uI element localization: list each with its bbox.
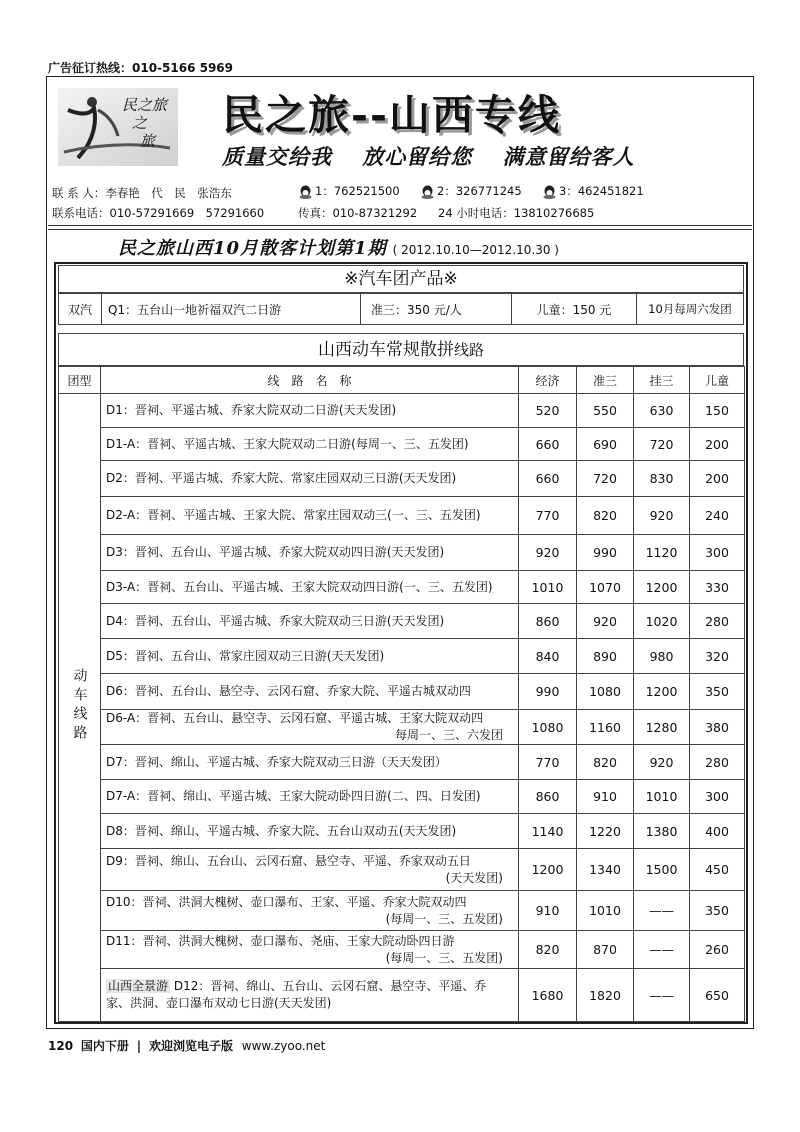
route-line-1: D11：晋祠、洪洞大槐树、壶口瀑布、尧庙、王家大院动卧四日游 <box>106 933 455 948</box>
route-name <box>101 497 519 535</box>
price-star3: 720 <box>634 428 690 461</box>
price-star3: 920 <box>634 745 690 780</box>
table-row <box>59 461 745 497</box>
table-row <box>59 497 745 535</box>
price-star3: —— <box>634 969 690 1022</box>
price-standard: 1220 <box>577 814 634 849</box>
page-footer <box>48 1037 325 1054</box>
route-line-1: D10：晋祠、洪洞大槐树、壶口瀑布、王家、平遥、乔家大院双动四 <box>106 894 467 909</box>
price-child: 150 <box>690 394 745 428</box>
table-row <box>59 294 744 325</box>
price-standard: 690 <box>577 428 634 461</box>
route-line-1: D8：晋祠、绵山、平遥古城、乔家大院、五台山双动五(天天发团) <box>106 823 457 838</box>
price-child: 400 <box>690 814 745 849</box>
price-child: 280 <box>690 604 745 639</box>
price-economy: 990 <box>519 674 577 710</box>
price-star3: 1200 <box>634 674 690 710</box>
price-star3: 980 <box>634 639 690 674</box>
route-line-1: D7-A：晋祠、绵山、平遥古城、王家大院动卧四日游(二、四、日发团) <box>106 789 481 803</box>
route-line-1: D6-A：晋祠、五台山、悬空寺、云冈石窟、平遥古城、王家大院双动四 <box>106 711 484 725</box>
qq-3 <box>542 183 644 199</box>
group-type-cell <box>59 394 101 1022</box>
table-row <box>59 849 745 891</box>
qq-penguin-icon <box>298 185 313 199</box>
table-row <box>59 428 745 461</box>
route-name <box>101 535 519 571</box>
route-name <box>101 780 519 814</box>
price-child: 650 <box>690 969 745 1022</box>
price-economy: 1680 <box>519 969 577 1022</box>
table-row <box>59 535 745 571</box>
svg-text:旅: 旅 <box>140 132 156 150</box>
company-logo <box>58 88 178 166</box>
route-line-1: D4：晋祠、五台山、平遥古城、乔家大院双动三日游(天天发团) <box>106 613 445 628</box>
route-name <box>101 571 519 604</box>
bus-type: 双汽 <box>59 294 102 325</box>
price-standard: 890 <box>577 639 634 674</box>
route-line-1: D12：晋祠、绵山、五台山、云冈石窟、悬空寺、平遥、乔 <box>170 979 487 993</box>
price-economy: 860 <box>519 780 577 814</box>
logo-figure-icon <box>58 88 178 166</box>
table-row <box>59 891 745 931</box>
bus-price-standard: 准三：350 元/人 <box>361 294 512 325</box>
bus-route: Q1：五台山一地祈福双汽二日游 <box>102 294 361 325</box>
price-economy: 1080 <box>519 710 577 745</box>
contact-phone: 联系电话：010-57291669 57291660 <box>52 206 265 220</box>
table-row <box>59 710 745 745</box>
table-row <box>59 814 745 849</box>
price-standard: 1080 <box>577 674 634 710</box>
price-star3: 1500 <box>634 849 690 891</box>
bus-price-child: 儿童：150 元 <box>512 294 637 325</box>
route-name <box>101 674 519 710</box>
plan-title <box>118 234 559 260</box>
price-star3: —— <box>634 891 690 931</box>
ad-hotline: 广告征订热线：010-5166 5969 <box>48 61 234 75</box>
price-child: 300 <box>690 780 745 814</box>
bus-product-table <box>58 293 744 325</box>
price-star3: 1280 <box>634 710 690 745</box>
route-line-1: D9：晋祠、绵山、五台山、云冈石窟、悬空寺、平遥、乔家双动五日 <box>106 853 471 868</box>
route-name <box>101 891 519 931</box>
footer-divider: | <box>136 1039 142 1053</box>
qq-penguin-icon <box>420 185 435 199</box>
price-star3: 830 <box>634 461 690 497</box>
price-child: 300 <box>690 535 745 571</box>
route-line-1: D3-A：晋祠、五台山、平遥古城、王家大院双动四日游(一、三、五发团) <box>106 579 493 594</box>
price-star3: 1120 <box>634 535 690 571</box>
price-star3: 920 <box>634 497 690 535</box>
price-economy: 860 <box>519 604 577 639</box>
price-economy: 920 <box>519 535 577 571</box>
col-header-star3: 挂三 <box>634 367 690 394</box>
price-standard: 920 <box>577 604 634 639</box>
table-row <box>59 394 745 428</box>
price-child: 200 <box>690 428 745 461</box>
col-header-economy: 经济 <box>519 367 577 394</box>
plan-title-text: 民之旅山西10月散客计划第1期 <box>118 238 387 259</box>
price-standard: 870 <box>577 931 634 969</box>
footer-note: 欢迎浏览电子版 <box>148 1039 233 1053</box>
footer-url[interactable]: www.zyoo.net <box>241 1039 326 1053</box>
route-line-2: 每周一、三、六发团 <box>394 728 503 742</box>
page-number: 120 <box>48 1039 74 1053</box>
contact-fax: 传真：010-87321292 <box>298 206 418 220</box>
price-standard: 550 <box>577 394 634 428</box>
price-child: 350 <box>690 891 745 931</box>
slogan-2: 放心留给您 <box>362 144 473 169</box>
route-line-1: D6：晋祠、五台山、悬空寺、云冈石窟、乔家大院、平遥古城双动四 <box>106 684 471 698</box>
route-name <box>101 394 519 428</box>
route-name <box>101 849 519 891</box>
price-child: 330 <box>690 571 745 604</box>
price-star3: 1200 <box>634 571 690 604</box>
price-standard: 990 <box>577 535 634 571</box>
route-name <box>101 461 519 497</box>
route-line-1: D5：晋祠、五台山、常家庄园双动三日游(天天发团) <box>106 648 385 663</box>
route-name <box>101 814 519 849</box>
col-header-child: 儿童 <box>690 367 745 394</box>
slogan-row <box>222 141 657 171</box>
contact-24h: 24 小时电话：13810276685 <box>438 206 595 220</box>
price-economy: 910 <box>519 891 577 931</box>
table-row <box>59 674 745 710</box>
price-child: 200 <box>690 461 745 497</box>
price-child: 450 <box>690 849 745 891</box>
route-line-1: D1：晋祠、平遥古城、乔家大院双动二日游(天天发团) <box>106 403 397 417</box>
price-child: 240 <box>690 497 745 535</box>
logo-text: 民之旅 <box>122 96 168 114</box>
price-child: 380 <box>690 710 745 745</box>
price-child: 350 <box>690 674 745 710</box>
qq-2 <box>420 183 522 199</box>
brand-title: 民之旅--山西专线 <box>222 91 562 139</box>
price-economy: 520 <box>519 394 577 428</box>
route-name <box>101 428 519 461</box>
price-economy: 1200 <box>519 849 577 891</box>
price-economy: 820 <box>519 931 577 969</box>
qq-2-number: 2：326771245 <box>437 184 522 198</box>
route-line-2: (每周一、三、五发团) <box>385 911 503 926</box>
route-line-1: D2-A：晋祠、平遥古城、王家大院、常家庄园双动三(一、三、五发团) <box>106 508 481 522</box>
table-row <box>59 639 745 674</box>
table-row <box>59 969 745 1022</box>
price-economy: 840 <box>519 639 577 674</box>
slogan-3: 满意留给客人 <box>502 144 635 169</box>
bus-section-heading: ※汽车团产品※ <box>58 265 744 293</box>
plan-date: ( 2012.10.10—2012.10.30 ) <box>392 243 559 257</box>
col-header-standard: 准三 <box>577 367 634 394</box>
price-standard: 1820 <box>577 969 634 1022</box>
price-standard: 820 <box>577 745 634 780</box>
dongche-table <box>58 366 745 1022</box>
price-economy: 1010 <box>519 571 577 604</box>
contact-people: 联 系 人：李春艳 代 民 张浩东 <box>52 186 232 200</box>
qq-3-number: 3：462451821 <box>559 184 644 198</box>
price-economy: 770 <box>519 497 577 535</box>
footer-section: 国内下册 <box>80 1039 129 1053</box>
route-name <box>101 931 519 969</box>
divider <box>48 229 752 230</box>
route-line-1: D2：晋祠、平遥古城、乔家大院、常家庄园双动三日游(天天发团) <box>106 471 457 485</box>
route-line-1: D7：晋祠、绵山、平遥古城、乔家大院双动三日游（天天发团） <box>106 754 447 769</box>
dongche-heading-suffix: 线路 <box>453 341 484 359</box>
price-economy: 660 <box>519 461 577 497</box>
price-standard: 1070 <box>577 571 634 604</box>
route-name <box>101 639 519 674</box>
dongche-section-heading <box>58 333 744 366</box>
group-type-label: 动车线路 <box>71 668 88 744</box>
price-child: 280 <box>690 745 745 780</box>
price-child: 320 <box>690 639 745 674</box>
qq-1 <box>298 183 400 199</box>
price-star3: 630 <box>634 394 690 428</box>
dongche-heading-main: 山西动车常规散拼 <box>317 340 454 360</box>
route-tag: 山西全景游 <box>108 979 169 993</box>
qq-penguin-icon <box>542 185 557 199</box>
svg-text:之: 之 <box>132 114 148 132</box>
table-row <box>59 931 745 969</box>
route-line-1: D1-A：晋祠、平遥古城、王家大院双动二日游(每周一、三、五发团) <box>106 436 469 451</box>
price-star3: 1010 <box>634 780 690 814</box>
table-row <box>59 745 745 780</box>
price-star3: 1380 <box>634 814 690 849</box>
price-star3: —— <box>634 931 690 969</box>
col-header-type: 团型 <box>59 367 101 394</box>
price-child: 260 <box>690 931 745 969</box>
price-economy: 1140 <box>519 814 577 849</box>
route-name <box>101 604 519 639</box>
route-line-2: (天天发团) <box>445 870 503 885</box>
price-standard: 720 <box>577 461 634 497</box>
price-economy: 660 <box>519 428 577 461</box>
route-name <box>101 969 519 1022</box>
price-standard: 1160 <box>577 710 634 745</box>
price-star3: 1020 <box>634 604 690 639</box>
price-standard: 820 <box>577 497 634 535</box>
slogan-1: 质量交给我 <box>222 144 332 169</box>
route-line-2: (每周一、三、五发团) <box>385 950 503 965</box>
price-standard: 1340 <box>577 849 634 891</box>
route-line-1: D3：晋祠、五台山、平遥古城、乔家大院双动四日游(天天发团) <box>106 545 445 559</box>
route-name <box>101 710 519 745</box>
bus-schedule: 10月每周六发团 <box>637 294 744 325</box>
table-row <box>59 780 745 814</box>
table-row <box>59 604 745 639</box>
price-standard: 1010 <box>577 891 634 931</box>
table-header-row <box>59 367 745 394</box>
price-standard: 910 <box>577 780 634 814</box>
col-header-route: 线 路 名 称 <box>101 367 519 394</box>
table-row <box>59 571 745 604</box>
route-line-2: 家、洪洞、壶口瀑布双动七日游(天天发团) <box>106 996 332 1010</box>
qq-1-number: 1：762521500 <box>315 184 400 198</box>
route-name <box>101 745 519 780</box>
price-economy: 770 <box>519 745 577 780</box>
divider <box>48 225 752 226</box>
